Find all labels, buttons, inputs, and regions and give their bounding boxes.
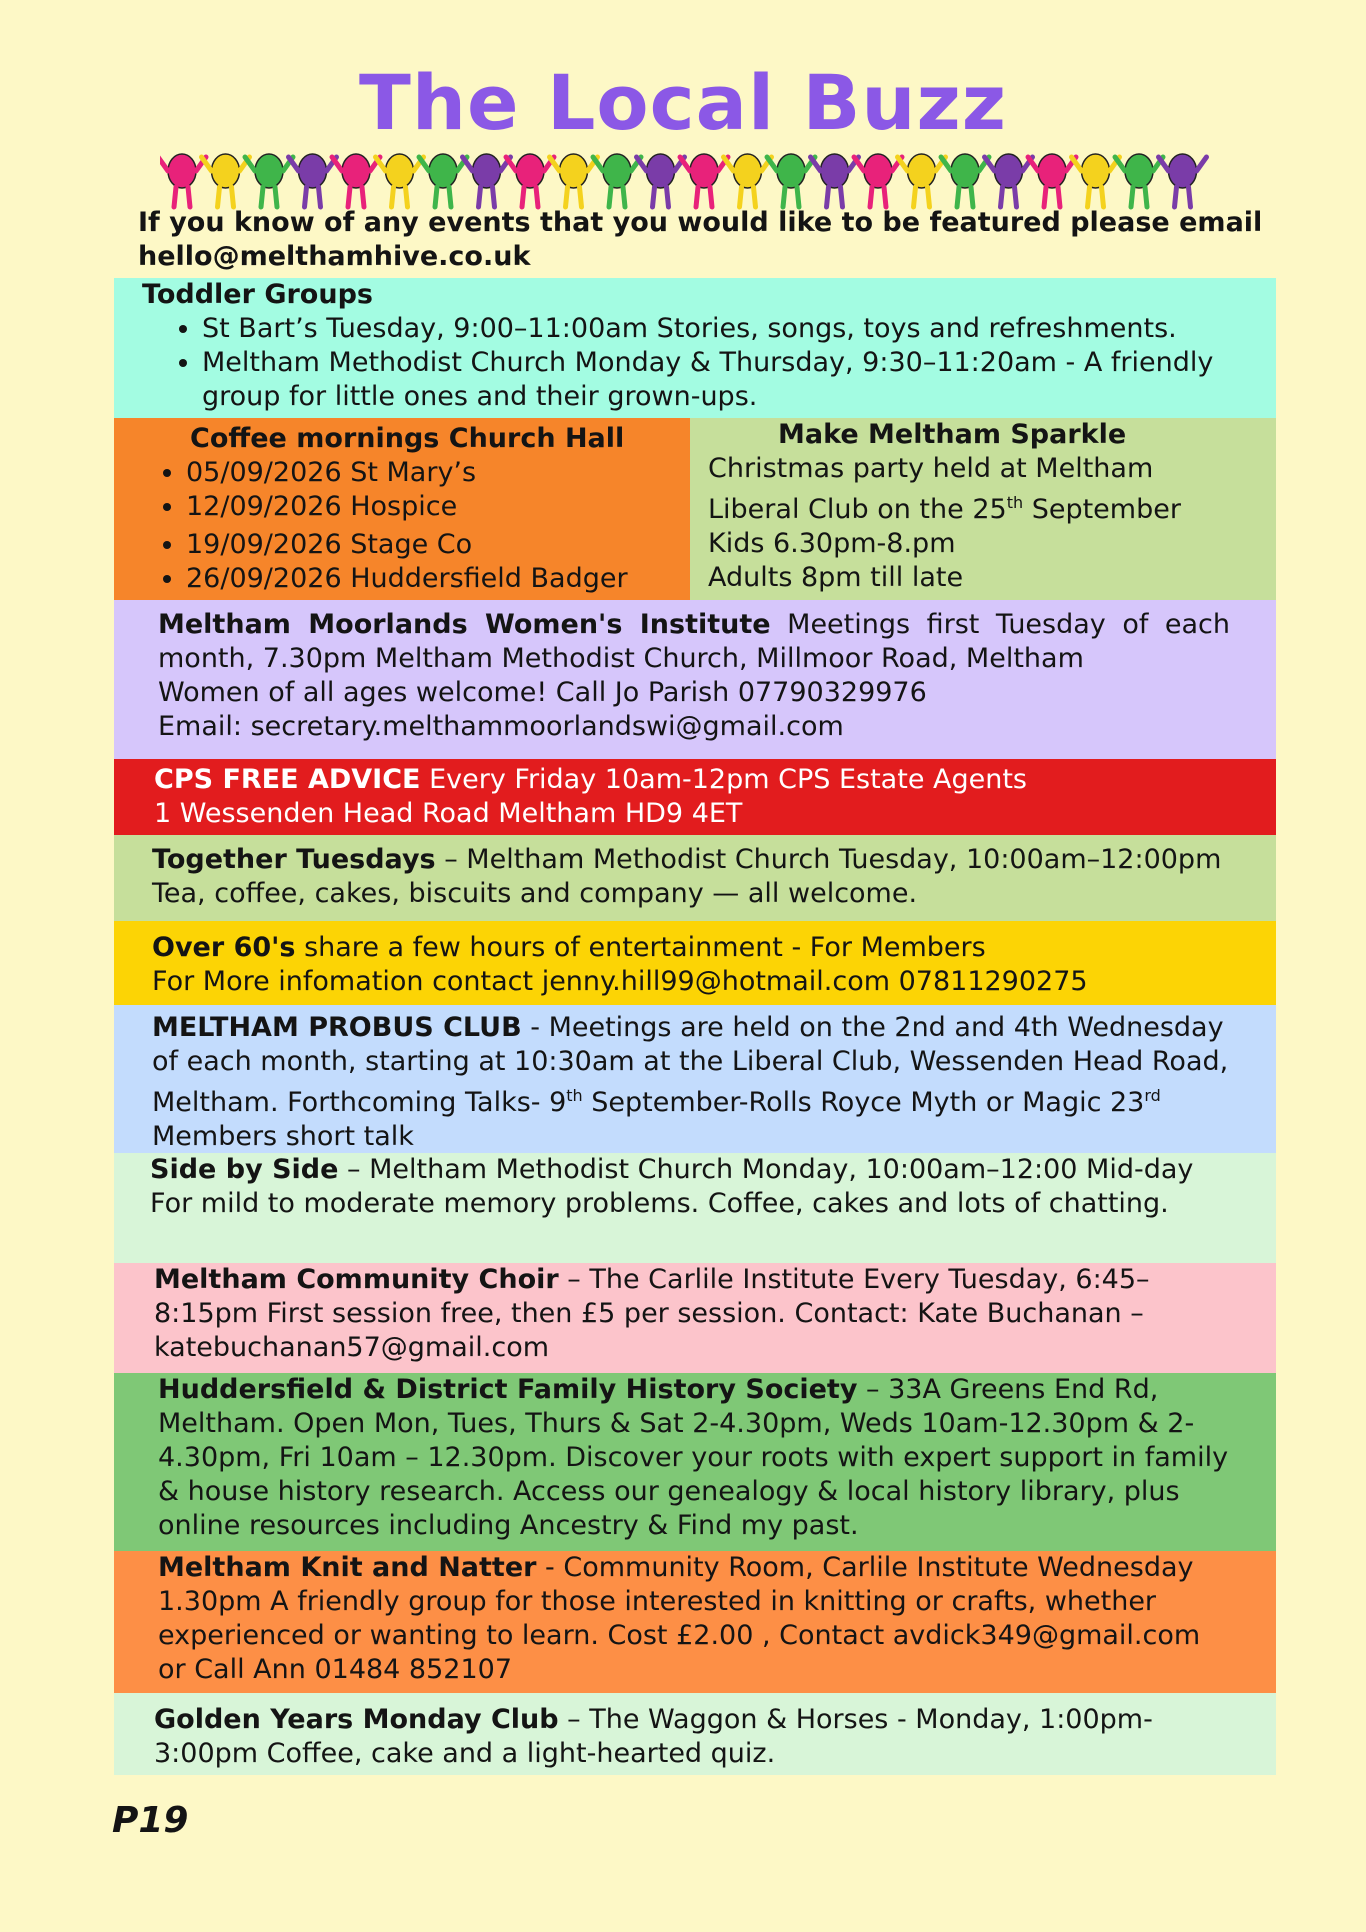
cps-free-advice-section: CPS FREE ADVICE Every Friday 10am-12pm CPS Estate Agents 1 Wessenden Head Road Meltham HD9 4ET [114, 759, 1276, 835]
together-tuesdays-section: Together Tuesdays – Meltham Methodist Church Tuesday, 10:00am–12:00pm Tea, coffee, cakes, biscuits and company — all welcome. [114, 835, 1276, 921]
list-item: • 19/09/2026 Stage Co [186, 528, 680, 562]
knit-and-natter-section: Meltham Knit and Natter - Community Room, Carlile Institute Wednesday 1.30pm A friendly group for those interested in knitting or crafts, whether experienced or wanting to learn. Cost £2.00 , Contact avdick349@gmail.com or Call Ann 01484 852107 [114, 1551, 1276, 1693]
section-heading: Make Meltham Sparkle [778, 419, 1127, 450]
figure-icon [995, 154, 1023, 188]
coffee-list [142, 456, 680, 596]
figure-icon [255, 154, 283, 188]
wi-email: Email: secretary.melthammoorlandswi@gmail.com [158, 711, 844, 742]
intro-line: If you know of any events that you would like to be featured please email [138, 207, 1263, 238]
intro-text [138, 206, 1278, 274]
community-choir-section: Meltham Community Choir – The Carlile Institute Every Tuesday, 6:45–8:15pm First session free, then £5 per session. Contact: Kate Buchanan – katebuchanan57@gmail.com [114, 1263, 1276, 1373]
list-item: • 12/09/2026 Hospice [186, 490, 680, 524]
figure-icon [1125, 154, 1153, 188]
golden-name: Golden Years Monday Club [154, 1704, 559, 1735]
toddler-list [144, 312, 1256, 414]
dancing-figures-banner [160, 145, 1210, 215]
figure-icon [168, 154, 196, 188]
section-heading: Coffee mornings Church Hall [190, 423, 625, 454]
figure-icon [473, 154, 501, 188]
sparkle-line: Adults 8pm till late [708, 562, 964, 593]
family-history-society-section: Huddersfield & District Family History Society – 33A Greens End Rd, Meltham. Open Mon, Tues, Thurs & Sat 2-4.30pm, Weds 10am-12.30pm & 2- 4.30pm, Fri 10am – 12.30pm. Discover your roots with expert support in family & house history research. Access our genealogy & local history library, plus online resources including Ancestry & Find my past. [114, 1373, 1276, 1551]
cps-name: CPS FREE ADVICE [154, 764, 421, 795]
probus-name: MELTHAM PROBUS CLUB [152, 1012, 522, 1043]
make-meltham-sparkle-section [690, 418, 1276, 600]
cps-address: 1 Wessenden Head Road Meltham HD9 4ET [154, 798, 743, 829]
figure-icon [690, 154, 718, 188]
wi-name: Meltham Moorlands Women's Institute [158, 609, 771, 640]
list-item: • 05/09/2026 St Mary’s [186, 456, 680, 490]
contact-email-link[interactable]: hello@melthamhive.co.uk [138, 241, 531, 272]
figure-icon [908, 154, 936, 188]
figure-icon [212, 154, 240, 188]
page-title: The Local Buzz [359, 58, 1007, 147]
figure-icon [386, 154, 414, 188]
toddler-groups-section [114, 278, 1276, 418]
probus-club-section: MELTHAM PROBUS CLUB - Meetings are held on the 2nd and 4th Wednesday of each month, starting at 10:30am at the Liberal Club, Wessenden Head Road, Meltham. Forthcoming Talks- 9th September-Rolls Royce Myth or Magic 23rd Members short talk [114, 1005, 1276, 1153]
figure-icon [951, 154, 979, 188]
sparkle-line: Christmas party held at Meltham [708, 453, 1154, 484]
figure-icon [560, 154, 588, 188]
figure-icon [777, 154, 805, 188]
coffee-mornings-section [114, 418, 690, 600]
choir-name: Meltham Community Choir [154, 1264, 559, 1295]
list-item: • St Bart’s Tuesday, 9:00–11:00am Stories, songs, toys and refreshments. [202, 312, 1256, 346]
knit-name: Meltham Knit and Natter [158, 1552, 537, 1583]
sparkle-line: Liberal Club on the 25th September [708, 493, 1181, 525]
figure-icon [299, 154, 327, 188]
wi-line: Women of all ages welcome! Call Jo Parish 07790329976 [158, 677, 927, 708]
figure-icon [1169, 154, 1197, 188]
figure-icon [603, 154, 631, 188]
over60-name: Over 60's [152, 932, 296, 963]
sidebyside-name: Side by Side [150, 1154, 339, 1185]
history-name: Huddersfield & District Family History Society [158, 1374, 858, 1405]
womens-institute-section [114, 600, 1276, 759]
sparkle-line: Kids 6.30pm-8.pm [708, 528, 956, 559]
figure-icon [864, 154, 892, 188]
figure-icon [821, 154, 849, 188]
figure-icon [516, 154, 544, 188]
golden-years-section: Golden Years Monday Club – The Waggon & Horses - Monday, 1:00pm-3:00pm Coffee, cake and a light-hearted quiz. [114, 1693, 1276, 1775]
together-name: Together Tuesdays [152, 844, 436, 875]
figure-icon [1038, 154, 1066, 188]
figure-icon [342, 154, 370, 188]
wi-text: Meltham Moorlands Women's Institute Meetings first Tuesday of each month, 7.30pm Meltham Methodist Church, Millmoor Road, Meltham [158, 609, 1230, 674]
list-item: • 26/09/2026 Huddersfield Badger [186, 562, 680, 596]
figure-icon [647, 154, 675, 188]
over60-contact: For More infomation contact jenny.hill99@hotmail.com 07811290275 [152, 966, 1088, 997]
figure-icon [429, 154, 457, 188]
side-by-side-section: Side by Side – Meltham Methodist Church Monday, 10:00am–12:00 Mid-day For mild to moderate memory problems. Coffee, cakes and lots of chatting. [114, 1153, 1276, 1263]
section-heading: Toddler Groups [142, 279, 373, 310]
figure-icon [1082, 154, 1110, 188]
list-item: • Meltham Methodist Church Monday & Thursday, 9:30–11:20am - A friendly group for little ones and their grown-ups. [202, 346, 1256, 414]
page-number: P19 [112, 1800, 189, 1841]
over-60s-section: Over 60's share a few hours of entertainment - For Members For More infomation contact jenny.hill99@hotmail.com 07811290275 [114, 921, 1276, 1005]
figure-icon [734, 154, 762, 188]
